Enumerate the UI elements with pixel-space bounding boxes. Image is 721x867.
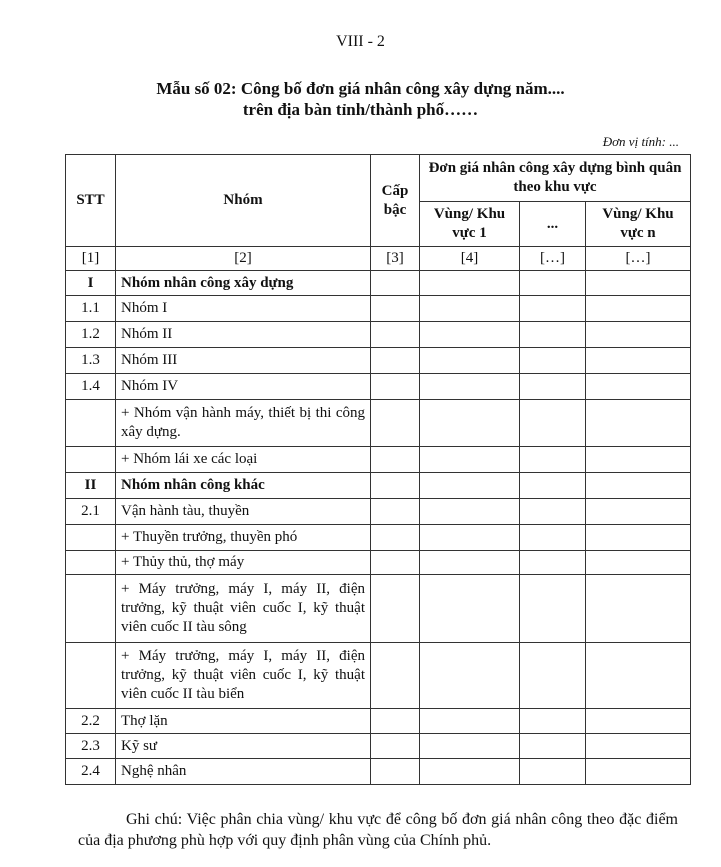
row-stt bbox=[66, 551, 116, 575]
table-row bbox=[66, 348, 691, 374]
note-text: Việc phân chia vùng/ khu vực để công bố đơn giá nhân công theo đặc điểm của địa phương phù hợp với quy định phân vùng của Chính phủ. bbox=[78, 811, 678, 849]
row-name: Nghệ nhân bbox=[116, 759, 371, 785]
header-price: Đơn giá nhân công xây dựng bình quân theo khu vực bbox=[420, 155, 691, 202]
row-stt: 2.4 bbox=[66, 759, 116, 785]
table-row bbox=[66, 575, 691, 643]
header-region-1: Vùng/ Khu vực 1 bbox=[420, 202, 520, 247]
header-group: Nhóm bbox=[116, 155, 371, 247]
table-row bbox=[66, 374, 691, 400]
page-number: VIII - 2 bbox=[336, 33, 385, 50]
index-cell: [1] bbox=[66, 247, 116, 271]
row-name: + Máy trưởng, máy I, máy II, điện trưởng, kỹ thuật viên cuốc I, kỹ thuật viên cuốc II tàu sông bbox=[116, 575, 371, 643]
row-stt bbox=[66, 447, 116, 473]
row-stt: 1.2 bbox=[66, 322, 116, 348]
table-row bbox=[66, 499, 691, 525]
row-stt: 2.2 bbox=[66, 709, 116, 734]
table-row bbox=[66, 643, 691, 709]
index-cell: […] bbox=[520, 247, 586, 271]
row-name: + Máy trưởng, máy I, máy II, điện trưởng, kỹ thuật viên cuốc I, kỹ thuật viên cuốc II tàu biển bbox=[116, 643, 371, 709]
header-region-dots: ... bbox=[520, 202, 586, 247]
index-cell: [2] bbox=[116, 247, 371, 271]
row-stt: 2.1 bbox=[66, 499, 116, 525]
row-stt bbox=[66, 575, 116, 643]
row-name: Nhóm nhân công xây dựng bbox=[116, 271, 371, 296]
table-row bbox=[66, 322, 691, 348]
index-row bbox=[66, 247, 691, 271]
table-row bbox=[66, 473, 691, 499]
row-name: Nhóm II bbox=[116, 322, 371, 348]
table-row bbox=[66, 296, 691, 322]
index-cell: [4] bbox=[420, 247, 520, 271]
note-label: Ghi chú: bbox=[126, 811, 183, 828]
row-stt: I bbox=[66, 271, 116, 296]
index-cell: [3] bbox=[371, 247, 420, 271]
row-stt bbox=[66, 400, 116, 447]
table-row bbox=[66, 759, 691, 785]
row-name: + Thuyền trưởng, thuyền phó bbox=[116, 525, 371, 551]
header-region-n: Vùng/ Khu vực n bbox=[586, 202, 691, 247]
row-name: Thợ lặn bbox=[116, 709, 371, 734]
index-cell: […] bbox=[586, 247, 691, 271]
table-row bbox=[66, 734, 691, 759]
row-name: Nhóm III bbox=[116, 348, 371, 374]
row-stt bbox=[66, 643, 116, 709]
row-name: Nhóm I bbox=[116, 296, 371, 322]
title-line-2: trên địa bàn tỉnh/thành phố…… bbox=[242, 100, 479, 119]
table-row bbox=[66, 525, 691, 551]
row-name: Vận hành tàu, thuyền bbox=[116, 499, 371, 525]
labor-price-table bbox=[65, 154, 691, 785]
table-row bbox=[66, 551, 691, 575]
row-stt bbox=[66, 525, 116, 551]
row-name: Kỹ sư bbox=[116, 734, 371, 759]
form-title bbox=[60, 78, 661, 120]
header-stt: STT bbox=[66, 155, 116, 247]
row-name: Nhóm IV bbox=[116, 374, 371, 400]
row-name: Nhóm nhân công khác bbox=[116, 473, 371, 499]
table-row bbox=[66, 400, 691, 447]
unit-label: Đơn vị tính: ... bbox=[602, 134, 679, 149]
table-row bbox=[66, 271, 691, 296]
header-grade: Cấp bậc bbox=[371, 155, 420, 247]
row-name: + Thủy thủ, thợ máy bbox=[116, 551, 371, 575]
table-row bbox=[66, 709, 691, 734]
row-name: + Nhóm lái xe các loại bbox=[116, 447, 371, 473]
row-name: + Nhóm vận hành máy, thiết bị thi công xây dựng. bbox=[116, 400, 371, 447]
row-stt: 2.3 bbox=[66, 734, 116, 759]
row-stt: 1.4 bbox=[66, 374, 116, 400]
row-stt: 1.1 bbox=[66, 296, 116, 322]
row-stt: II bbox=[66, 473, 116, 499]
row-stt: 1.3 bbox=[66, 348, 116, 374]
table-row bbox=[66, 447, 691, 473]
footnote bbox=[78, 809, 678, 851]
title-line-1: Mẫu số 02: Công bố đơn giá nhân công xây dựng năm.... bbox=[156, 79, 565, 98]
